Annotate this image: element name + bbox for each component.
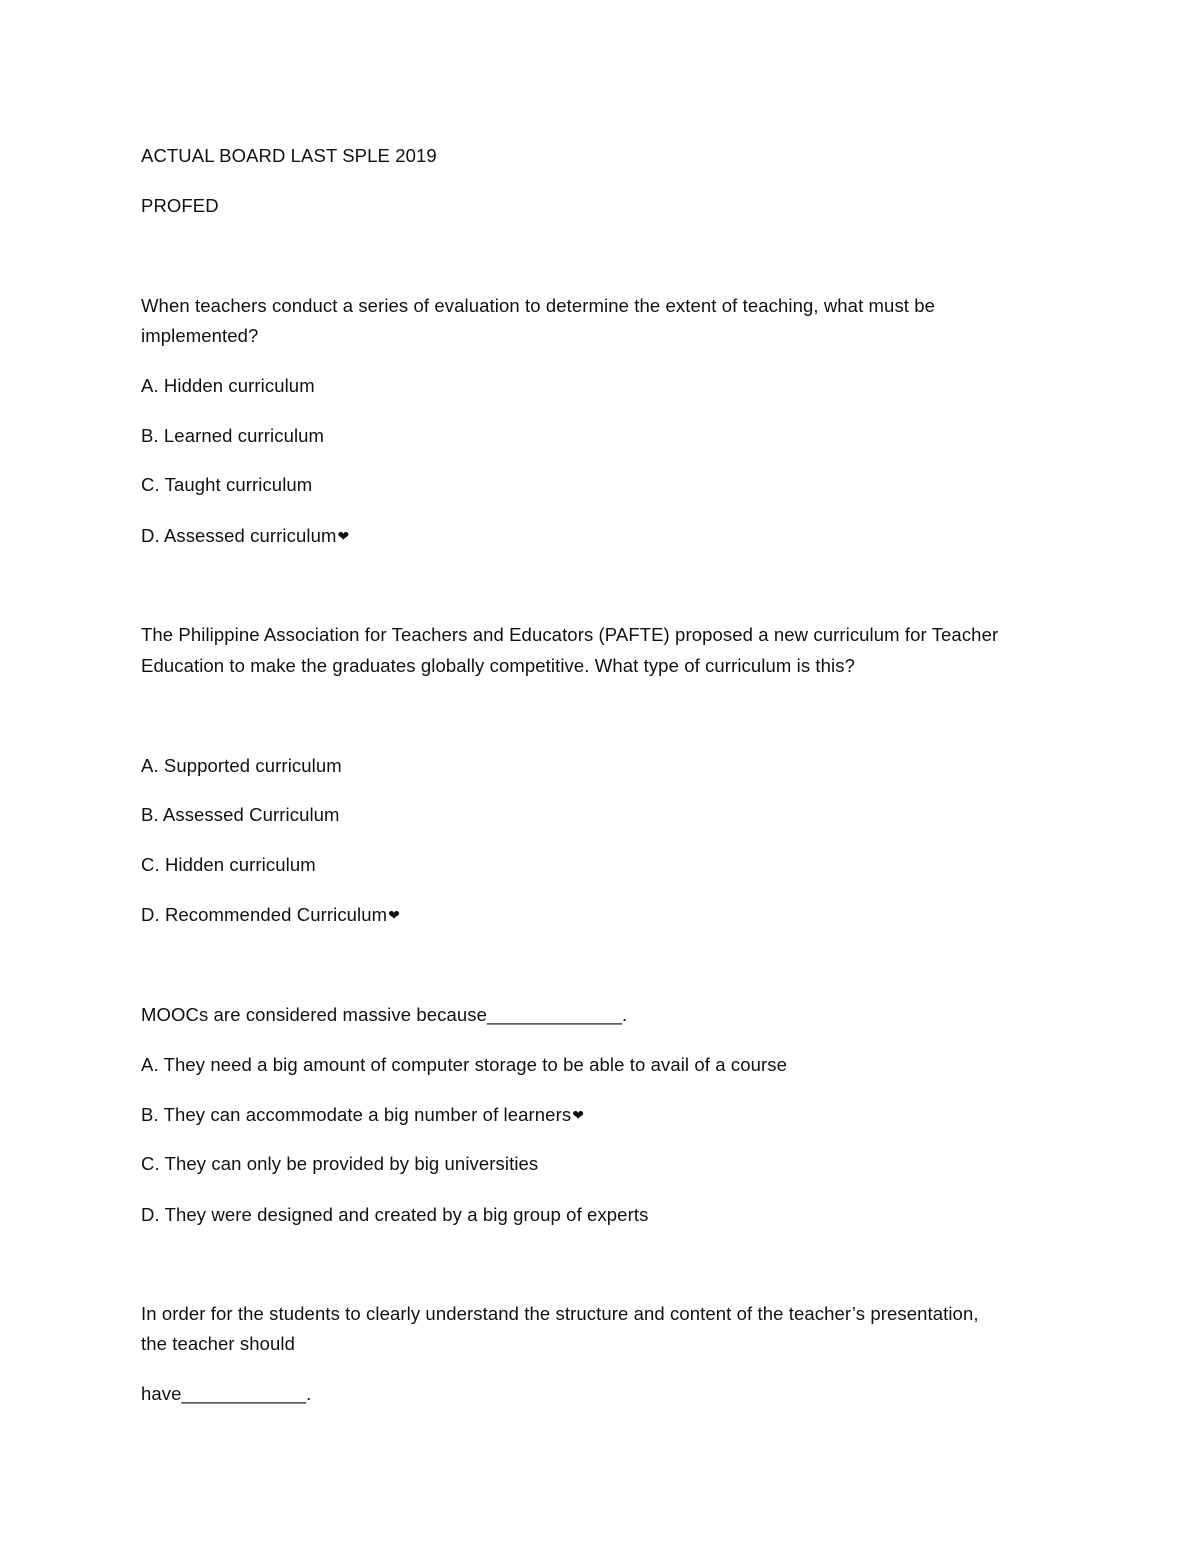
subject-heading: PROFED (141, 195, 219, 216)
question-3-option-c: C. They can only be provided by big universities (141, 1153, 539, 1174)
question-2-option-a: A. Supported curriculum (141, 755, 342, 776)
question-3-option-d: D. They were designed and created by a big group of experts (141, 1204, 649, 1225)
question-2-option-b: B. Assessed Curriculum (141, 804, 340, 825)
question-1-option-b: B. Learned curriculum (141, 425, 325, 446)
question-4-stem-line-3: have____________. (141, 1383, 312, 1404)
question-1-option-d: D. Assessed curriculum (141, 525, 337, 546)
document-title: ACTUAL BOARD LAST SPLE 2019 (141, 145, 437, 166)
question-4-stem-line-1: In order for the students to clearly understand the structure and content of the teacher’s presentation, (141, 1303, 979, 1324)
question-2-option-d: D. Recommended Curriculum (141, 904, 388, 925)
question-1-option-a: A. Hidden curriculum (141, 375, 315, 396)
question-1-stem-line-1: When teachers conduct a series of evaluation to determine the extent of teaching, what must be (141, 295, 936, 316)
answer-heart-icon: ❤ (337, 528, 350, 544)
question-3-option-b-row (141, 1104, 584, 1126)
question-3-option-b: B. They can accommodate a big number of learners (141, 1104, 572, 1125)
question-2-stem-line-2: Education to make the graduates globally competitive. What type of curriculum is this? (141, 655, 856, 676)
answer-heart-icon: ❤ (572, 1107, 585, 1123)
question-2-stem-line-1: The Philippine Association for Teachers and Educators (PAFTE) proposed a new curriculum for Teacher (141, 624, 999, 645)
question-3-option-a: A. They need a big amount of computer storage to be able to avail of a course (141, 1054, 788, 1075)
question-2-option-d-row (141, 904, 400, 926)
question-3-stem-line-1: MOOCs are considered massive because_____________. (141, 1004, 628, 1025)
question-2-option-c: C. Hidden curriculum (141, 854, 316, 875)
question-1-option-c: C. Taught curriculum (141, 474, 313, 495)
question-1-option-d-row (141, 525, 349, 547)
question-4-stem-line-2: the teacher should (141, 1333, 296, 1354)
question-1-stem-line-2: implemented? (141, 325, 259, 346)
answer-heart-icon: ❤ (388, 907, 401, 923)
